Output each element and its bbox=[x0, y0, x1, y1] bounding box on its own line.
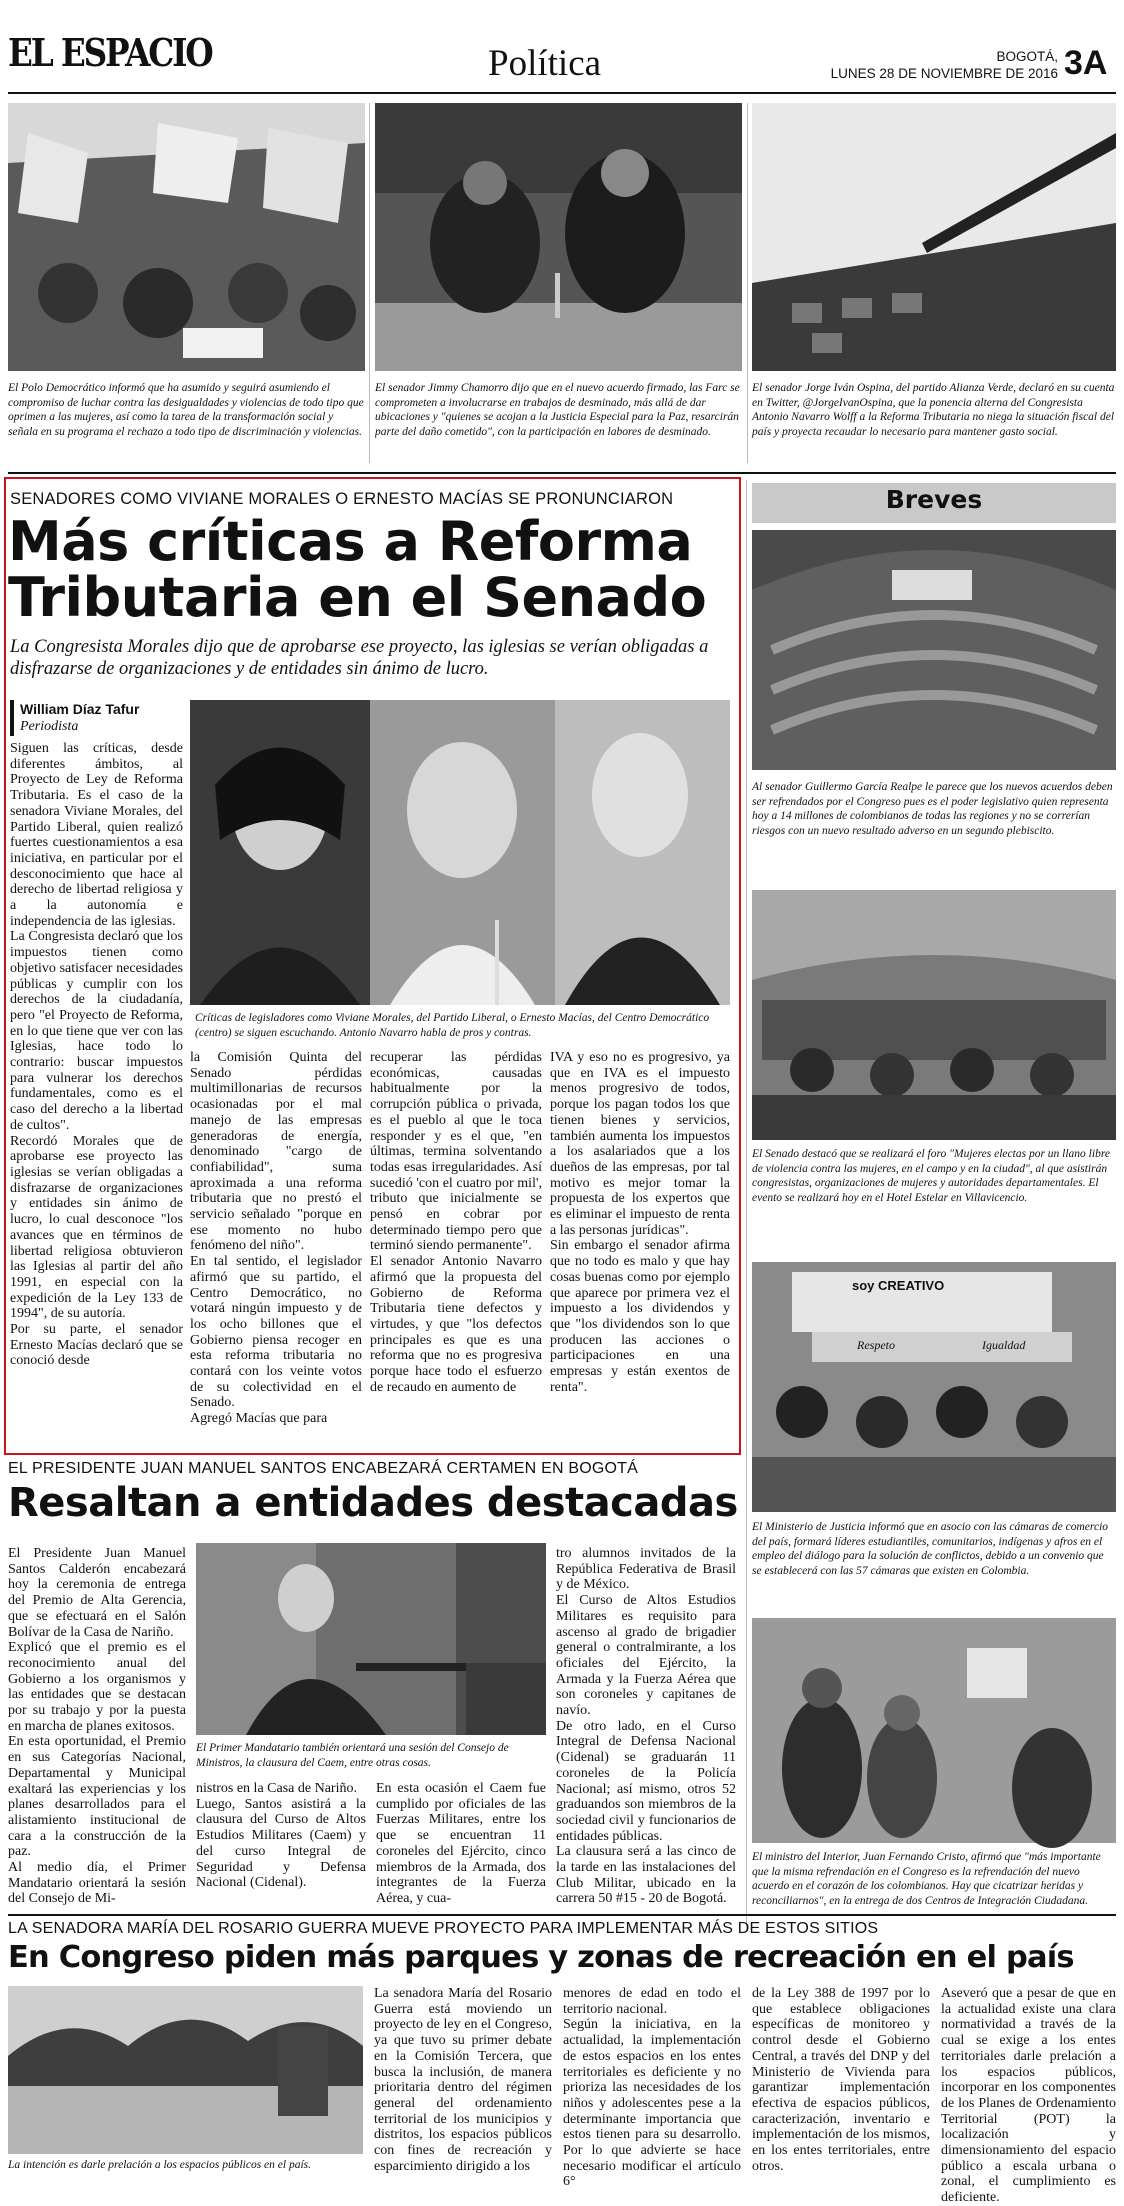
breves-photo-children bbox=[752, 1262, 1116, 1512]
divider bbox=[747, 103, 748, 463]
byline-role: Periodista bbox=[20, 719, 79, 734]
breves-caption-1: Al senador Guillermo García Realpe le parece que los nuevos acuerdos deben ser refrendados por el Congreso pues es el poder legislativo quien representa hoy a 14 millones de colombianos de todas las regiones y no se correrían riesgos con un nuevo resultado adverso en un segundo plebiscito. bbox=[752, 781, 1113, 837]
main-col-4: IVA y eso no es progresivo, ya que en IVA es el impuesto menos progresivo de todos, porque los pagan todos los que tienen bienes y servicios, también aumenta los impuestos a los asalariados que a los dueños de las empresas, por tal motivo es mejor tomar la propuesta de los expertos que es eliminar el impuesto de renta a las personas jurídicas". Sin embargo el senador afirma que no todo es malo y que hay cosas buenas como por ejemplo que aparece por primera vez el impuesto a los dividendos y que "los dividendos son lo que producen las acciones o participaciones en una empresas y están exentos de renta". bbox=[550, 1050, 730, 1395]
breves-caption-2: El Senado destacó que se realizará el foro "Mujeres electas por un llano libre de violencia contra las mujeres, en el campo y en la ciudad", al que asistirán congresistas, organizaciones de mujeres y autoridades departamentales. El evento se realizará hoy en el Hotel Estelar en Villavicencio. bbox=[752, 1148, 1110, 1204]
breves-caption-4: El ministro del Interior, Juan Fernando Cristo, afirmó que "más importante que la misma refrendación en el Congreso es la refrendación del nuevo acuerdo en el corazón de los colombianos. Hay que cicatrizar heridas y reconciliarnos", en la entrega de dos Centros de Integración Ciudadana. bbox=[752, 1851, 1101, 1907]
breves-photo-cristo bbox=[752, 1618, 1116, 1843]
top-caption-1: El Polo Democrático informó que ha asumido y seguirá asumiendo el compromiso de luchar contra las desigualdades y violencias de todo tipo que oprimen a las mujeres, así como la tarea de la transformación social y señala en su programa el rechazo a todo tipo de discriminación y violencias. bbox=[8, 382, 364, 438]
second-headline: Resaltan a entidades destacadas bbox=[8, 1480, 738, 1526]
main-deck: La Congresista Morales dijo que de aprobarse ese proyecto, las iglesias se verían obligadas a disfrazarse de organizaciones y de entidades sin ánimo de lucro. bbox=[10, 637, 709, 679]
second-col-4: tro alumnos invitados de la República Federativa de Brasil y de México. El Curso de Altos Estudios Militares es requisito para ascenso al grado de brigadier general o contralmirante, a los oficiales del Ejército, la Armada y la Fuerza Aérea que son coroneles y capitanes de navío. De otro lado, en el Curso Integral de Defensa Nacional (Cidenal) se graduarán 11 coroneles de la Policía Nacional; así mismo, otros 52 graduandos son miembros de la sociedad civil y funcionarios de entidades públicas. La clausura será a las cinco de la tarde en las instalaciones del Club Militar, ubicado en la carrera 50 #15 - 20 de Bogotá. bbox=[556, 1546, 736, 1907]
third-col-4: Aseveró que a pesar de que en la actualidad existe una clara normatividad a través de la cual se exige a los entes territoriales darle prelación a los espacios públicos, incorporar en los componentes de los Planes de Ordenamiento Territorial (POT) la localización y dimensionamiento del espacio público a escala urbana o zonal, el cumplimiento es deficiente. bbox=[941, 1986, 1116, 2206]
top-photo-chamorro bbox=[375, 103, 742, 371]
section-title: Política bbox=[488, 43, 602, 84]
breves-caption-3: El Ministerio de Justicia informó que en asocio con las cámaras de comercio del país, formará líderes estudiantiles, comunitarios, indígenas y afros en el empleo del diálogo para la solución de conflictos, debido a un convenio que se establecerá con las 57 cámaras que existen en Colombia. bbox=[752, 1521, 1109, 1577]
masthead-rule bbox=[8, 92, 1116, 94]
masthead-logo: EL ESPACIO bbox=[8, 30, 212, 75]
breves-title: Breves bbox=[885, 485, 983, 514]
divider bbox=[369, 103, 370, 463]
main-col-3: recuperar las pérdidas económicas, causadas habitualmente por la corrupción pública o privada, es el pueblo al que le toca responder y es el que, "en últimas, termina solventando todas esas irregularidades. Así sucedió 'con el cuatro por mil', tributo que inicialmente se pensó en cobrar por determinado tiempo pero que terminó siendo permanente". El senador Antonio Navarro afirmó que la propuesta del Gobierno de Reforma Tributaria tiene defectos y virtudes, y que "los defectos principales es que es una reforma que no es progresiva porque hace todo el esfuerzo de recaudo en aumento de bbox=[370, 1050, 542, 1395]
third-photo-park bbox=[8, 1986, 363, 2154]
third-col-1: La senadora María del Rosario Guerra está moviendo un proyecto de ley en el Congreso, ya que tuvo su primer debate en la Comisión Tercera, que busca la inclusión, de manera prioritaria dentro del régimen general del ordenamiento territorial de los municipios y distritos, los espacios públicos con fines de recreación y esparcimiento dirigido a los bbox=[374, 1986, 552, 2174]
third-col-2: menores de edad en todo el territorio nacional. Según la iniciativa, en la actualidad, la implementación de estos espacios en los entes territoriales es deficiente y no prioriza las necesidades de los niños y adolescentes pese a la determinante importancia que estos tienen para su desarrollo. Por lo que advierte se hace necesario modificar el artículo 6° bbox=[563, 1986, 741, 2190]
sign-respeto: Respeto bbox=[857, 1338, 895, 1352]
sign-igualdad: Igualdad bbox=[982, 1338, 1026, 1352]
second-col-3: En esta ocasión el Caem fue cumplido por oficiales de las Fuerzas Militares, entre los que se encuentran 11 coroneles del Ejército, cinco miembros de la Armada, dos integrantes de la Fuerza Aérea, y cua- bbox=[376, 1781, 546, 1906]
byline-bar bbox=[10, 700, 14, 736]
third-col-3: de la Ley 388 de 1997 por lo que establece obligaciones específicas de monitoreo y control desde el Gobierno Central, a través del DNP y del Ministerio de Vivienda para garantizar implementación efectiva de espacios públicos, caracterización, inventario e implementación de los mismos, en los entes territoriales, entre otros. bbox=[752, 1986, 930, 2174]
main-col-2: la Comisión Quinta del Senado pérdidas multimillonarias de recursos ocasionadas por el mal manejo de las empresas generadoras de energía, denominado "cargo de confiabilidad", suma aproximada a una reforma tributaria que no prestó el servicio señalado "porque en ese momento no hubo fenómeno del niño". En tal sentido, el legislador afirmó que su partido, el Centro Democrático, no votará ningún impuesto y de los ocho billones que el Gobierno piensa recoger en esta reforma tributaria no contará con los veinte votos de su colectividad en el Senado. Agregó Macías que para bbox=[190, 1050, 362, 1427]
main-col-1: Siguen las críticas, desde diferentes ámbitos, al Proyecto de Ley de Reforma Tributaria. Es el caso de la senadora Viviane Morales, del Partido Liberal, quien realizó fuertes cuestionamientos a esa iniciativa, en particular por el desconocimiento que hace al derecho de libertad religiosa y a la autonomía e independencia de las iglesias. La Congresista declaró que los impuestos tienen como objetivo satisfacer necesidades públicas y cumplir con los derechos de la ciudadanía, pero "el Proyecto de Reforma, en lo que tiene que ver con las Iglesias, hace todo lo contrario: buscar impuestos para vulnerar los derechos fundamentales, como es el caso del derecho a la libertad de cultos". Recordó Morales que de aprobarse ese proyecto las iglesias se verían obligadas a disfrazarse de organizaciones y entidades sin ánimo de lucro, lo cual desconoce "los avances que en términos de libertad religiosa obtuvieron las Iglesias al partir del año 1991, en especial con la expedición de la Ley 133 de 1994", de su autoría. Por su parte, el senador Ernesto Macías declaró que se conoció desde bbox=[10, 741, 183, 1369]
main-headline-line2: Tributaria en el Senado bbox=[8, 566, 707, 629]
second-col-2: nistros en la Casa de Nariño. Luego, Santos asistirá a la clausura del Curso de Altos Estudios Militares (Caem) y del curso Integral de Seguridad y Defensa Nacional (Cidenal). bbox=[196, 1781, 366, 1891]
top-photo-calculator bbox=[752, 103, 1116, 371]
second-kicker: EL PRESIDENTE JUAN MANUEL SANTOS ENCABEZARÁ CERTAMEN EN BOGOTÁ bbox=[8, 1460, 639, 1477]
sidebar-divider bbox=[746, 480, 747, 1930]
third-photo-caption: La intención es darle prelación a los espacios públicos en el país. bbox=[8, 2159, 312, 2171]
top-photo-polo-march bbox=[8, 103, 365, 371]
section-rule bbox=[8, 472, 1116, 474]
main-kicker: SENADORES COMO VIVIANE MORALES O ERNESTO MACÍAS SE PRONUNCIARON bbox=[10, 490, 674, 508]
third-rule bbox=[8, 1914, 1116, 1916]
top-caption-2: El senador Jimmy Chamorro dijo que en el nuevo acuerdo firmado, las Farc se comprometen a involucrarse en trabajos de desminado, más allá de dar ubicaciones y "quienes se acojan a la Justicia Especial para la Paz, resarcirán parte del daño cometido", con la participación en labores de desminado. bbox=[375, 382, 740, 438]
top-caption-3: El senador Jorge Iván Ospina, del partido Alianza Verde, declaró en su cuenta en Twitter, @JorgeIvanOspina, que la ponencia alterna del Congresista Antonio Navarro Wolff a la Reforma Tributaria no niega la situación fiscal del país y proyecta recaudar lo necesario para mantener gasto social. bbox=[752, 382, 1115, 438]
third-headline: En Congreso piden más parques y zonas de recreación en el país bbox=[8, 1940, 1074, 1975]
second-photo-caption: El Primer Mandatario también orientará una sesión del Consejo de Ministros, la clausura del Caem, entre otras cosas. bbox=[196, 1742, 509, 1769]
main-headline-line1: Más críticas a Reforma bbox=[8, 510, 693, 573]
third-kicker: LA SENADORA MARÍA DEL ROSARIO GUERRA MUEVE PROYECTO PARA IMPLEMENTAR MÁS DE ESTOS SITIOS bbox=[8, 1920, 879, 1937]
main-photo-legislators bbox=[190, 700, 730, 1005]
page-number: 3A bbox=[1064, 44, 1108, 82]
breves-photo-forum bbox=[752, 890, 1116, 1140]
main-photo-caption: Críticas de legisladores como Viviane Morales, del Partido Liberal, o Ernesto Macías, del Centro Democrático (centro) se siguen escuchando. Antonio Navarro habla de pros y contras. bbox=[195, 1012, 710, 1039]
byline-author: William Díaz Tafur bbox=[20, 701, 140, 717]
breves-photo-senate bbox=[752, 530, 1116, 770]
sign-soy-creativo: soy CREATIVO bbox=[852, 1278, 945, 1293]
second-photo-santos bbox=[196, 1543, 546, 1735]
masthead-date: LUNES 28 DE NOVIEMBRE DE 2016 bbox=[830, 66, 1058, 81]
second-col-1: El Presidente Juan Manuel Santos Calderón encabezará hoy la ceremonia de entrega del Premio de Alta Gerencia, que se efectuará en el Salón Bolívar de la Casa de Nariño. Explicó que el premio es el reconocimiento anual del Gobierno a los organismos y las entidades que se destacan por su trabajo y por la puesta en marcha de planes exitosos. En esta oportunidad, el Premio en sus Categorías Nacional, Departamental y Municipal exaltará las experiencias y los planes desarrollados para el alistamiento institucional de cara a la construcción de la paz. Al medio día, el Primer Mandatario orientará la sesión del Consejo de Mi- bbox=[8, 1546, 186, 1907]
masthead-city: BOGOTÁ, bbox=[996, 49, 1058, 64]
